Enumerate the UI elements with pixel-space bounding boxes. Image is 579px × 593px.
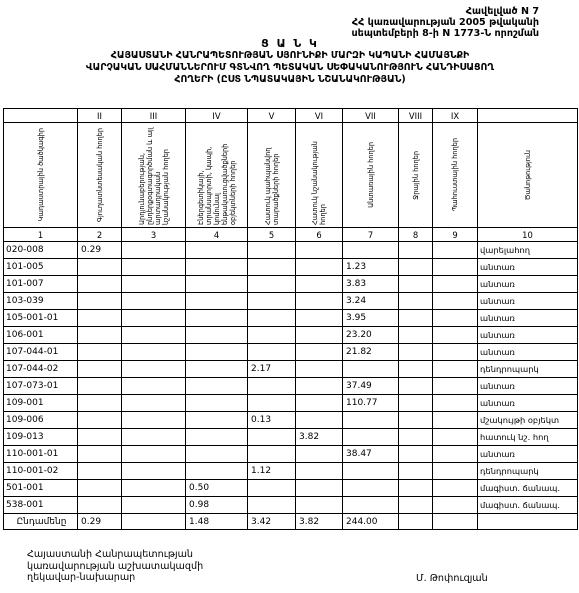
area-value-cell bbox=[399, 276, 433, 293]
area-value-cell bbox=[186, 463, 248, 480]
roman-header-cell: IX bbox=[433, 109, 478, 123]
area-value-cell bbox=[399, 412, 433, 429]
column-number-cell: 9 bbox=[433, 228, 478, 242]
roman-header-cell: III bbox=[122, 109, 186, 123]
total-note-cell bbox=[478, 514, 578, 530]
area-value-cell bbox=[248, 310, 296, 327]
column-header-cell bbox=[4, 123, 78, 228]
table-row bbox=[4, 480, 578, 497]
table-row bbox=[4, 463, 578, 480]
document-title bbox=[10, 38, 570, 86]
area-value-cell bbox=[343, 429, 399, 446]
roman-header-cell bbox=[4, 109, 78, 123]
area-value-cell bbox=[248, 395, 296, 412]
area-value-cell bbox=[122, 429, 186, 446]
area-value-cell bbox=[343, 480, 399, 497]
area-value-cell bbox=[248, 327, 296, 344]
column-header-cell bbox=[78, 123, 122, 228]
column-header-label: Էներգետիկայի, տրանսպորտի, կապի, կոմունալ ենթակառուցվածքների օբյեկտների հողեր bbox=[196, 143, 237, 225]
roman-header-row bbox=[4, 109, 578, 123]
column-header-cell bbox=[433, 123, 478, 228]
cadastral-code-cell: 538-001 bbox=[4, 497, 78, 514]
area-value-cell bbox=[433, 446, 478, 463]
table-row bbox=[4, 327, 578, 344]
total-value-cell: 3.42 bbox=[248, 514, 296, 530]
area-value-cell bbox=[122, 276, 186, 293]
cadastral-code-cell: 501-001 bbox=[4, 480, 78, 497]
area-value-cell bbox=[399, 480, 433, 497]
column-header-label: Անտառային հողեր bbox=[366, 142, 375, 208]
column-header-label: Ծանոթություն bbox=[523, 149, 532, 201]
area-value-cell bbox=[122, 361, 186, 378]
area-value-cell bbox=[433, 242, 478, 259]
cadastral-code-cell: 107-044-01 bbox=[4, 344, 78, 361]
total-value-cell bbox=[433, 514, 478, 530]
column-number-cell: 8 bbox=[399, 228, 433, 242]
area-value-cell bbox=[78, 378, 122, 395]
area-value-cell bbox=[433, 429, 478, 446]
area-value-cell bbox=[296, 497, 343, 514]
total-value-cell: 3.82 bbox=[296, 514, 343, 530]
area-value-cell: 2.17 bbox=[248, 361, 296, 378]
title-line-3: ՀՈՂԵՐԻ (ԸՍՏ ՆՊԱՏԱԿԱՅԻՆ ՆՇԱՆԱԿՈՒԹՅԱՆ) bbox=[174, 74, 406, 85]
area-value-cell bbox=[122, 412, 186, 429]
total-value-cell: 244.00 bbox=[343, 514, 399, 530]
note-cell: անտառ bbox=[478, 344, 578, 361]
area-value-cell: 37.49 bbox=[343, 378, 399, 395]
title-word: Ց Ա Ն Կ bbox=[261, 37, 319, 50]
cadastral-code-cell: 109-001 bbox=[4, 395, 78, 412]
area-value-cell bbox=[122, 259, 186, 276]
area-value-cell bbox=[78, 259, 122, 276]
area-value-cell: 1.23 bbox=[343, 259, 399, 276]
note-cell: դենդրոպարկ bbox=[478, 361, 578, 378]
column-header-cell bbox=[248, 123, 296, 228]
area-value-cell bbox=[399, 395, 433, 412]
column-number-cell: 10 bbox=[478, 228, 578, 242]
area-value-cell bbox=[433, 361, 478, 378]
annex-decision: սեպտեմբերի 8-ի N 1773-Ն որոշման bbox=[351, 28, 539, 39]
land-table bbox=[3, 108, 578, 530]
annex-government: ՀՀ կառավարության 2005 թվականի bbox=[351, 17, 539, 28]
area-value-cell bbox=[399, 446, 433, 463]
table-row bbox=[4, 293, 578, 310]
area-value-cell bbox=[433, 480, 478, 497]
title-line-1: ՀԱՅԱՍՏԱՆԻ ՀԱՆՐԱՊԵՏՈՒԹՅԱՆ ՍՅՈՒՆԻՔԻ ՄԱՐԶԻ ԿԱՊԱՆԻ ՀԱՄԱՅՆՔԻ bbox=[110, 50, 470, 61]
cadastral-code-cell: 110-001-02 bbox=[4, 463, 78, 480]
area-value-cell bbox=[248, 344, 296, 361]
table-row bbox=[4, 361, 578, 378]
area-value-cell: 1.12 bbox=[248, 463, 296, 480]
area-value-cell bbox=[296, 446, 343, 463]
area-value-cell bbox=[248, 293, 296, 310]
area-value-cell bbox=[78, 497, 122, 514]
area-value-cell bbox=[78, 344, 122, 361]
note-cell: մագիստ. ճանապ. bbox=[478, 480, 578, 497]
cadastral-code-cell: 101-005 bbox=[4, 259, 78, 276]
column-header-cell bbox=[399, 123, 433, 228]
roman-header-cell: VIII bbox=[399, 109, 433, 123]
area-value-cell bbox=[122, 310, 186, 327]
area-value-cell bbox=[122, 293, 186, 310]
area-value-cell bbox=[433, 463, 478, 480]
cadastral-code-cell: 020-008 bbox=[4, 242, 78, 259]
note-cell: դենդրոպարկ bbox=[478, 463, 578, 480]
note-cell: հատուկ նշ. հող bbox=[478, 429, 578, 446]
area-value-cell bbox=[122, 480, 186, 497]
area-value-cell bbox=[248, 497, 296, 514]
roman-header-cell bbox=[478, 109, 578, 123]
area-value-cell bbox=[399, 327, 433, 344]
area-value-cell bbox=[186, 378, 248, 395]
area-value-cell bbox=[296, 259, 343, 276]
area-value-cell bbox=[78, 480, 122, 497]
column-number-cell: 7 bbox=[343, 228, 399, 242]
area-value-cell bbox=[433, 344, 478, 361]
cadastral-code-cell: 107-073-01 bbox=[4, 378, 78, 395]
area-value-cell bbox=[248, 378, 296, 395]
note-cell: անտառ bbox=[478, 378, 578, 395]
column-header-label: Ջրային հողեր bbox=[411, 150, 420, 200]
area-value-cell bbox=[296, 463, 343, 480]
area-value-cell bbox=[78, 395, 122, 412]
column-number-cell: 1 bbox=[4, 228, 78, 242]
area-value-cell bbox=[296, 378, 343, 395]
note-cell: մշակույթի օբյեկտ bbox=[478, 412, 578, 429]
area-value-cell bbox=[433, 259, 478, 276]
footer-line-1: Հայաստանի Հանրապետության bbox=[27, 549, 193, 560]
footer-line-3: ղեկավար-նախարար bbox=[27, 572, 136, 583]
footer-line-2: կառավարության աշխատակազմի bbox=[27, 560, 204, 572]
table-row bbox=[4, 395, 578, 412]
total-value-cell bbox=[122, 514, 186, 530]
area-value-cell bbox=[296, 276, 343, 293]
area-value-cell bbox=[78, 429, 122, 446]
cadastral-code-cell: 103-039 bbox=[4, 293, 78, 310]
area-value-cell bbox=[433, 310, 478, 327]
area-value-cell bbox=[122, 463, 186, 480]
area-value-cell bbox=[186, 361, 248, 378]
note-cell: անտառ bbox=[478, 395, 578, 412]
area-value-cell bbox=[78, 463, 122, 480]
area-value-cell bbox=[296, 412, 343, 429]
column-header-cell bbox=[343, 123, 399, 228]
column-number-cell: 2 bbox=[78, 228, 122, 242]
area-value-cell bbox=[122, 327, 186, 344]
cadastral-code-cell: 109-006 bbox=[4, 412, 78, 429]
total-label-cell: Ընդամենը bbox=[4, 514, 78, 530]
roman-header-cell: VII bbox=[343, 109, 399, 123]
table-row bbox=[4, 497, 578, 514]
roman-header-cell: II bbox=[78, 109, 122, 123]
total-value-cell bbox=[399, 514, 433, 530]
table-row bbox=[4, 412, 578, 429]
column-header-label: Արդյունաբերության, ընդերքօգտագործման և այլ արտադրական նշանակության հողեր bbox=[137, 127, 170, 225]
area-value-cell bbox=[186, 429, 248, 446]
area-value-cell bbox=[248, 480, 296, 497]
area-value-cell: 23.20 bbox=[343, 327, 399, 344]
area-value-cell bbox=[78, 276, 122, 293]
area-value-cell bbox=[186, 259, 248, 276]
area-value-cell bbox=[122, 242, 186, 259]
annex-number: Հավելված N 7 bbox=[465, 6, 539, 17]
annex-reference bbox=[319, 6, 539, 39]
area-value-cell bbox=[78, 361, 122, 378]
area-value-cell bbox=[433, 412, 478, 429]
area-value-cell: 110.77 bbox=[343, 395, 399, 412]
column-header-row bbox=[4, 123, 578, 228]
table-row bbox=[4, 310, 578, 327]
area-value-cell bbox=[343, 497, 399, 514]
area-value-cell bbox=[122, 395, 186, 412]
area-value-cell bbox=[248, 276, 296, 293]
footer-signatory: Մ. Թոփուզյան bbox=[416, 573, 488, 584]
area-value-cell bbox=[296, 344, 343, 361]
area-value-cell bbox=[433, 293, 478, 310]
note-cell: անտառ bbox=[478, 293, 578, 310]
title-line-2: ՎԱՐՉԱԿԱՆ ՍԱՀՄԱՆՆԵՐՈՒՄ ԳՏՆՎՈՂ ՊԵՏԱԿԱՆ ՍԵՓԱԿԱՆՈՒԹՅՈՒՆ ՀԱՆԴԻՍԱՑՈՂ bbox=[85, 62, 495, 73]
area-value-cell bbox=[186, 310, 248, 327]
area-value-cell: 3.95 bbox=[343, 310, 399, 327]
roman-header-cell: VI bbox=[296, 109, 343, 123]
area-value-cell bbox=[433, 378, 478, 395]
note-cell: անտառ bbox=[478, 259, 578, 276]
area-value-cell bbox=[122, 344, 186, 361]
area-value-cell bbox=[296, 395, 343, 412]
column-header-label: Գյուղատնտեսական հողեր bbox=[95, 128, 104, 222]
area-value-cell bbox=[296, 310, 343, 327]
cadastral-code-cell: 101-007 bbox=[4, 276, 78, 293]
column-number-cell: 4 bbox=[186, 228, 248, 242]
cadastral-code-cell: 110-001-01 bbox=[4, 446, 78, 463]
area-value-cell bbox=[186, 276, 248, 293]
area-value-cell: 3.82 bbox=[296, 429, 343, 446]
area-value-cell bbox=[433, 497, 478, 514]
table-row bbox=[4, 259, 578, 276]
area-value-cell bbox=[343, 242, 399, 259]
area-value-cell bbox=[248, 446, 296, 463]
footer-position bbox=[27, 549, 203, 584]
area-value-cell bbox=[399, 310, 433, 327]
area-value-cell bbox=[122, 446, 186, 463]
note-cell: անտառ bbox=[478, 446, 578, 463]
table-row bbox=[4, 276, 578, 293]
area-value-cell bbox=[186, 395, 248, 412]
area-value-cell bbox=[343, 361, 399, 378]
cadastral-code-cell: 105-001-01 bbox=[4, 310, 78, 327]
area-value-cell: 0.29 bbox=[78, 242, 122, 259]
note-cell: անտառ bbox=[478, 310, 578, 327]
note-cell: վարելահող bbox=[478, 242, 578, 259]
total-value-cell: 1.48 bbox=[186, 514, 248, 530]
table-row bbox=[4, 242, 578, 259]
roman-header-cell: IV bbox=[186, 109, 248, 123]
column-header-label: Կադաստրային ծածկագիր bbox=[36, 128, 45, 222]
area-value-cell bbox=[248, 242, 296, 259]
area-value-cell bbox=[186, 412, 248, 429]
area-value-cell bbox=[296, 361, 343, 378]
area-value-cell bbox=[399, 242, 433, 259]
area-value-cell bbox=[122, 378, 186, 395]
area-value-cell: 3.83 bbox=[343, 276, 399, 293]
area-value-cell bbox=[433, 276, 478, 293]
column-number-cell: 5 bbox=[248, 228, 296, 242]
area-value-cell: 3.24 bbox=[343, 293, 399, 310]
area-value-cell bbox=[186, 446, 248, 463]
area-value-cell bbox=[399, 259, 433, 276]
column-number-cell: 3 bbox=[122, 228, 186, 242]
column-header-label: Հատուկ պահպանվող տարածքների հողեր bbox=[263, 147, 280, 225]
roman-header-cell: V bbox=[248, 109, 296, 123]
cadastral-code-cell: 107-044-02 bbox=[4, 361, 78, 378]
area-value-cell: 38.47 bbox=[343, 446, 399, 463]
column-header-cell bbox=[122, 123, 186, 228]
area-value-cell bbox=[399, 429, 433, 446]
area-value-cell bbox=[296, 242, 343, 259]
area-value-cell bbox=[78, 327, 122, 344]
table-row bbox=[4, 378, 578, 395]
area-value-cell bbox=[296, 293, 343, 310]
area-value-cell bbox=[399, 344, 433, 361]
note-cell: անտառ bbox=[478, 327, 578, 344]
cadastral-code-cell: 109-013 bbox=[4, 429, 78, 446]
area-value-cell bbox=[399, 463, 433, 480]
area-value-cell bbox=[186, 327, 248, 344]
area-value-cell bbox=[78, 412, 122, 429]
area-value-cell: 0.98 bbox=[186, 497, 248, 514]
area-value-cell bbox=[78, 310, 122, 327]
area-value-cell bbox=[186, 242, 248, 259]
area-value-cell bbox=[186, 293, 248, 310]
area-value-cell bbox=[296, 480, 343, 497]
table-row bbox=[4, 429, 578, 446]
area-value-cell bbox=[248, 259, 296, 276]
area-value-cell: 21.82 bbox=[343, 344, 399, 361]
area-value-cell bbox=[399, 361, 433, 378]
area-value-cell bbox=[399, 497, 433, 514]
area-value-cell: 0.13 bbox=[248, 412, 296, 429]
column-header-cell bbox=[478, 123, 578, 228]
column-header-label: Հատուկ նշանակության հողեր bbox=[311, 141, 327, 225]
table-row bbox=[4, 446, 578, 463]
note-cell: անտառ bbox=[478, 276, 578, 293]
area-value-cell bbox=[248, 429, 296, 446]
column-header-cell bbox=[186, 123, 248, 228]
total-value-cell: 0.29 bbox=[78, 514, 122, 530]
total-row bbox=[4, 514, 578, 530]
area-value-cell bbox=[433, 395, 478, 412]
column-number-cell: 6 bbox=[296, 228, 343, 242]
area-value-cell bbox=[186, 344, 248, 361]
column-header-label: Պահուստային հողեր bbox=[451, 138, 459, 212]
area-value-cell bbox=[433, 327, 478, 344]
area-value-cell bbox=[343, 412, 399, 429]
area-value-cell bbox=[343, 463, 399, 480]
area-value-cell bbox=[399, 293, 433, 310]
cadastral-code-cell: 106-001 bbox=[4, 327, 78, 344]
column-header-cell bbox=[296, 123, 343, 228]
area-value-cell bbox=[78, 293, 122, 310]
area-value-cell bbox=[78, 446, 122, 463]
area-value-cell bbox=[296, 327, 343, 344]
area-value-cell bbox=[122, 497, 186, 514]
table-row bbox=[4, 344, 578, 361]
column-number-row bbox=[4, 228, 578, 242]
note-cell: մագիստ. ճանապ. bbox=[478, 497, 578, 514]
area-value-cell: 0.50 bbox=[186, 480, 248, 497]
table-body bbox=[4, 109, 578, 530]
area-value-cell bbox=[399, 378, 433, 395]
